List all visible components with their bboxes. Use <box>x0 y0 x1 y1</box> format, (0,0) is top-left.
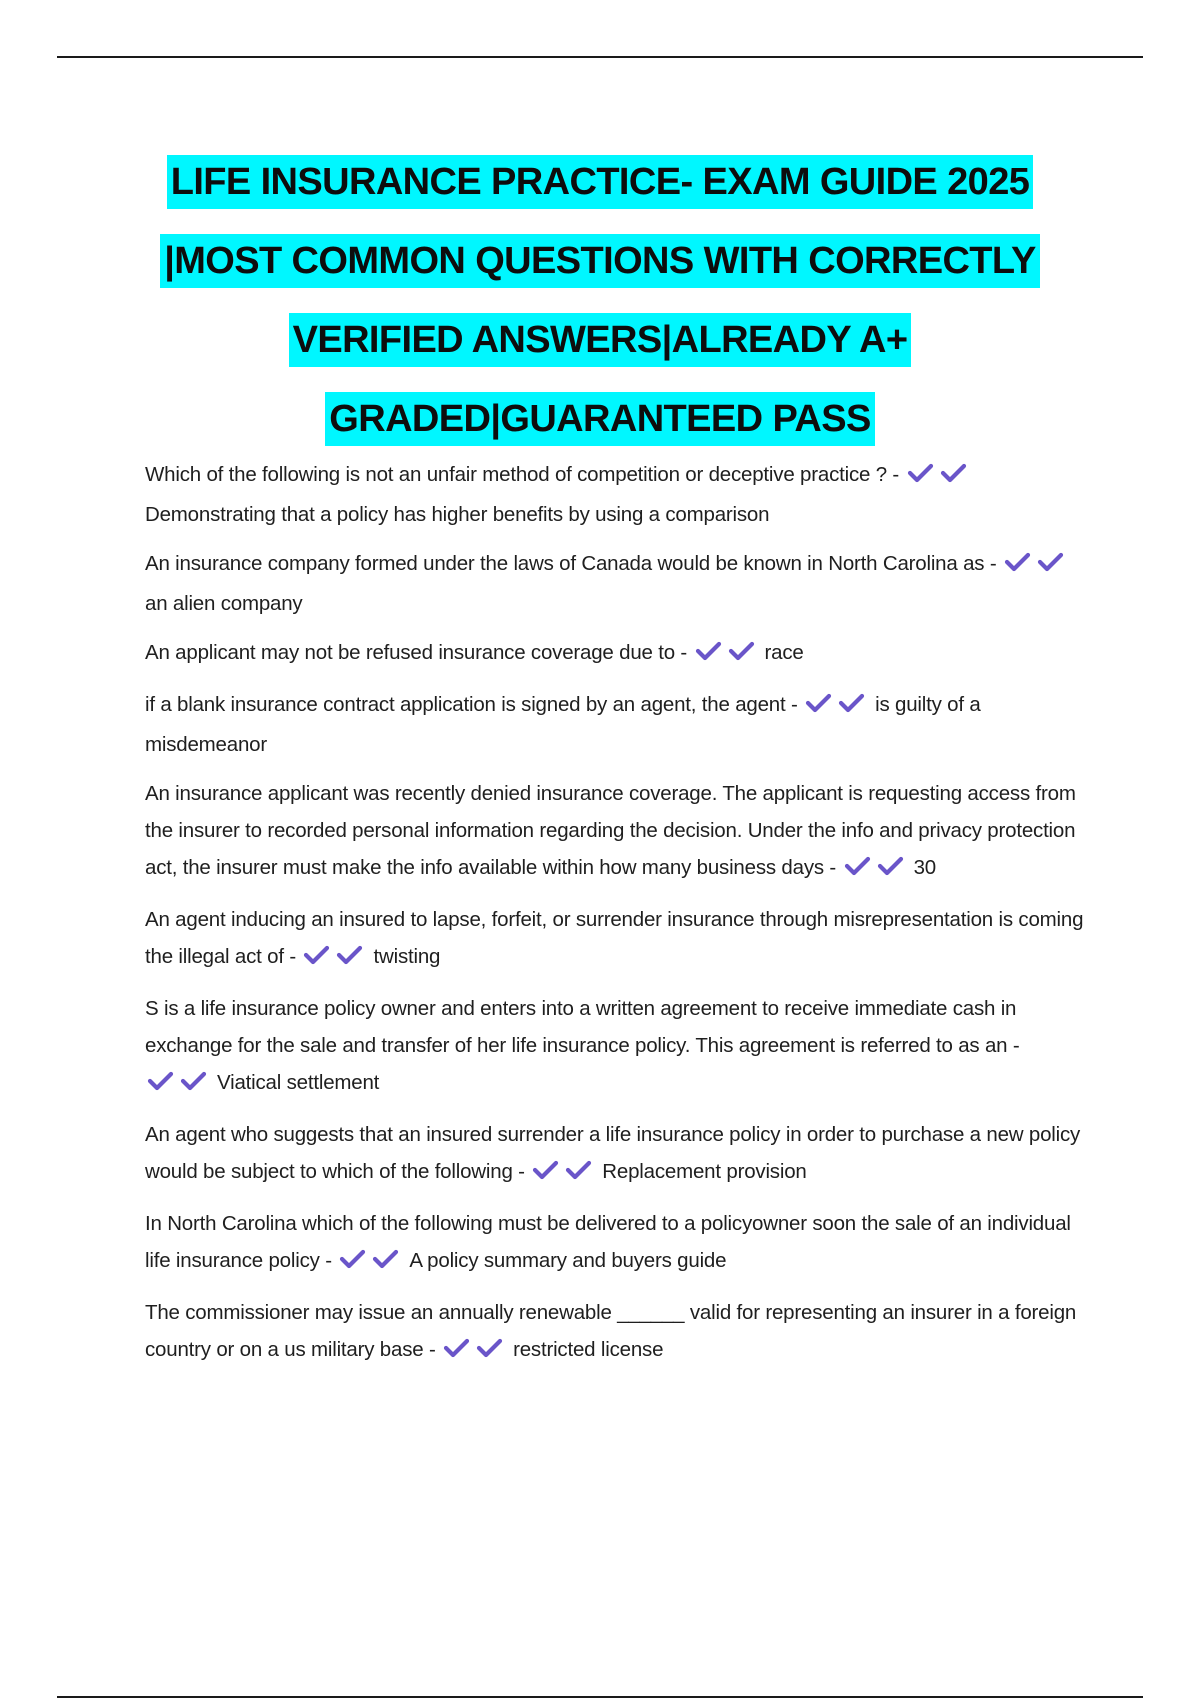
bottom-rule <box>57 1696 1143 1698</box>
qa-list <box>145 456 1095 1383</box>
checkmark-icon <box>695 640 722 662</box>
answer-text: Viatical settlement <box>217 1071 380 1094</box>
answer-text: is guilty of a misdemeanor <box>145 693 981 756</box>
answer-text: twisting <box>373 945 441 968</box>
answer-checkmarks <box>1004 548 1070 585</box>
checkmark-icon <box>838 692 865 714</box>
answer-text: Replacement provision <box>602 1160 807 1183</box>
checkmark-icon <box>303 944 330 966</box>
question-text: Which of the following is not an unfair method of competition or deceptive practice ? - <box>145 463 900 486</box>
title-line-1: LIFE INSURANCE PRACTICE- EXAM GUIDE 2025 <box>167 155 1034 209</box>
checkmark-icon <box>180 1070 207 1092</box>
checkmark-icon <box>1004 551 1031 573</box>
checkmark-icon <box>443 1337 470 1359</box>
checkmark-icon <box>147 1070 174 1092</box>
checkmark-icon <box>532 1159 559 1181</box>
qa-item <box>145 990 1095 1104</box>
checkmark-icon <box>844 855 871 877</box>
qa-item <box>145 634 1095 674</box>
answer-checkmarks <box>147 1067 213 1104</box>
qa-item <box>145 686 1095 763</box>
document-title <box>0 143 1200 459</box>
qa-item <box>145 1205 1095 1282</box>
checkmark-icon <box>877 855 904 877</box>
answer-checkmarks <box>844 852 910 889</box>
top-rule <box>57 56 1143 58</box>
checkmark-icon <box>476 1337 503 1359</box>
answer-text: an alien company <box>145 592 303 615</box>
answer-text: restricted license <box>513 1338 664 1361</box>
question-text: An agent who suggests that an insured surrender a life insurance policy in order to purchase a new policy would be subject to which of the following - <box>145 1123 1081 1183</box>
checkmark-icon <box>565 1159 592 1181</box>
checkmark-icon <box>372 1248 399 1270</box>
checkmark-icon <box>805 692 832 714</box>
qa-item <box>145 456 1095 533</box>
answer-checkmarks <box>443 1334 509 1371</box>
checkmark-icon <box>728 640 755 662</box>
checkmark-icon <box>339 1248 366 1270</box>
checkmark-icon <box>1037 551 1064 573</box>
qa-item <box>145 1116 1095 1193</box>
question-text: An applicant may not be refused insurance coverage due to - <box>145 641 688 664</box>
answer-checkmarks <box>532 1156 598 1193</box>
answer-text: 30 <box>913 856 936 879</box>
question-text: In North Carolina which of the following must be delivered to a policyowner soon the sale of an individual life insurance policy - <box>145 1212 1071 1272</box>
checkmark-icon <box>336 944 363 966</box>
qa-item <box>145 775 1095 889</box>
question-text: An insurance company formed under the laws of Canada would be known in North Carolina as - <box>145 552 997 575</box>
answer-checkmarks <box>805 689 871 726</box>
question-text: An insurance applicant was recently denied insurance coverage. The applicant is requesting access from the insurer to recorded personal information regarding the decision. Under the info and privacy protection act, the insurer must make the info available within how many business days - <box>145 782 1076 879</box>
answer-checkmarks <box>303 941 369 978</box>
checkmark-icon <box>940 462 967 484</box>
question-text: An agent inducing an insured to lapse, forfeit, or surrender insurance through misrepresentation is coming the illegal act of - <box>145 908 1084 968</box>
answer-checkmarks <box>907 459 973 496</box>
title-line-4: GRADED|GUARANTEED PASS <box>325 392 874 446</box>
title-line-2: |MOST COMMON QUESTIONS WITH CORRECTLY <box>160 234 1040 288</box>
qa-item <box>145 901 1095 978</box>
question-text: The commissioner may issue an annually renewable ______ valid for representing an insurer in a foreign country or on a us military base - <box>145 1301 1077 1361</box>
question-text: if a blank insurance contract application is signed by an agent, the agent - <box>145 693 798 716</box>
answer-checkmarks <box>695 637 761 674</box>
answer-text: race <box>764 641 804 664</box>
answer-text: A policy summary and buyers guide <box>409 1249 727 1272</box>
question-text: S is a life insurance policy owner and enters into a written agreement to receive immediate cash in exchange for the sale and transfer of her life insurance policy. This agreement is referred to as an - <box>145 997 1020 1057</box>
title-line-3: VERIFIED ANSWERS|ALREADY A+ <box>289 313 912 367</box>
checkmark-icon <box>907 462 934 484</box>
qa-item <box>145 545 1095 622</box>
answer-text: Demonstrating that a policy has higher benefits by using a comparison <box>145 503 770 526</box>
qa-item <box>145 1294 1095 1371</box>
answer-checkmarks <box>339 1245 405 1282</box>
